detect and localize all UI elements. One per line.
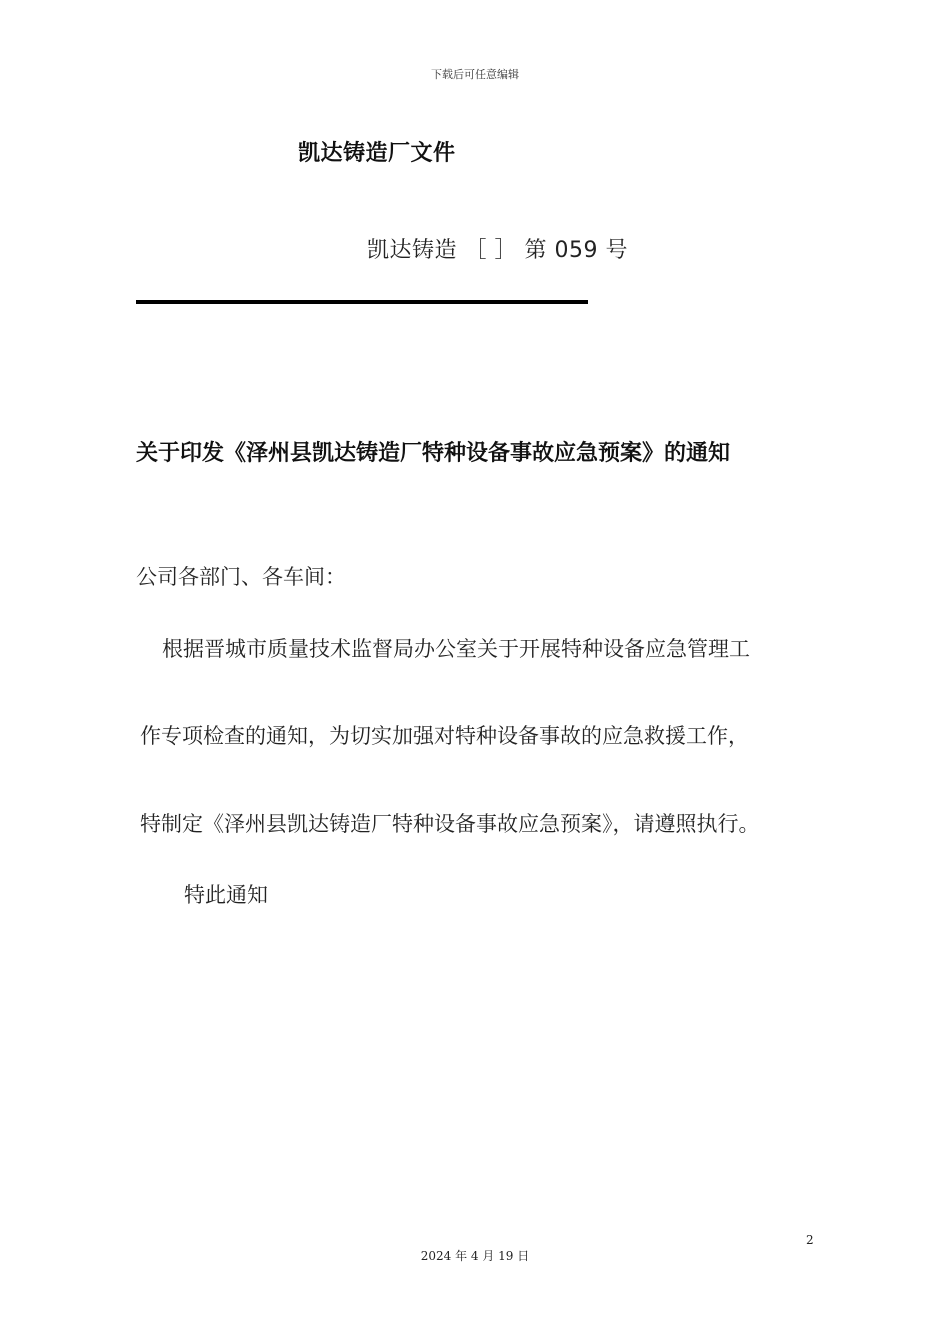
salutation: 公司各部门、各车间： — [136, 565, 346, 589]
closing-remark: 特此通知 — [184, 883, 268, 907]
footer-date: 2024 年 4 月 19 日 — [420, 1249, 530, 1263]
page-number: 2 — [806, 1233, 814, 1247]
body-paragraph-line: 根据晋城市质量技术监督局办公室关于开展特种设备应急管理工 — [162, 637, 750, 661]
document-issuer: 凯达铸造厂文件 — [298, 141, 456, 166]
header-note: 下载后可任意编辑 — [431, 68, 519, 81]
notice-title: 关于印发《泽州县凯达铸造厂特种设备事故应急预案》的通知 — [136, 441, 731, 466]
body-paragraph-line: 特制定《泽州县凯达铸造厂特种设备事故应急预案》，请遵照执行。 — [140, 812, 760, 836]
header-divider — [136, 300, 588, 304]
document-number: 凯达铸造 ［ ］ 第 059 号 — [367, 238, 628, 263]
body-paragraph-line: 作专项检查的通知，为切实加强对特种设备事故的应急救援工作， — [140, 724, 749, 748]
